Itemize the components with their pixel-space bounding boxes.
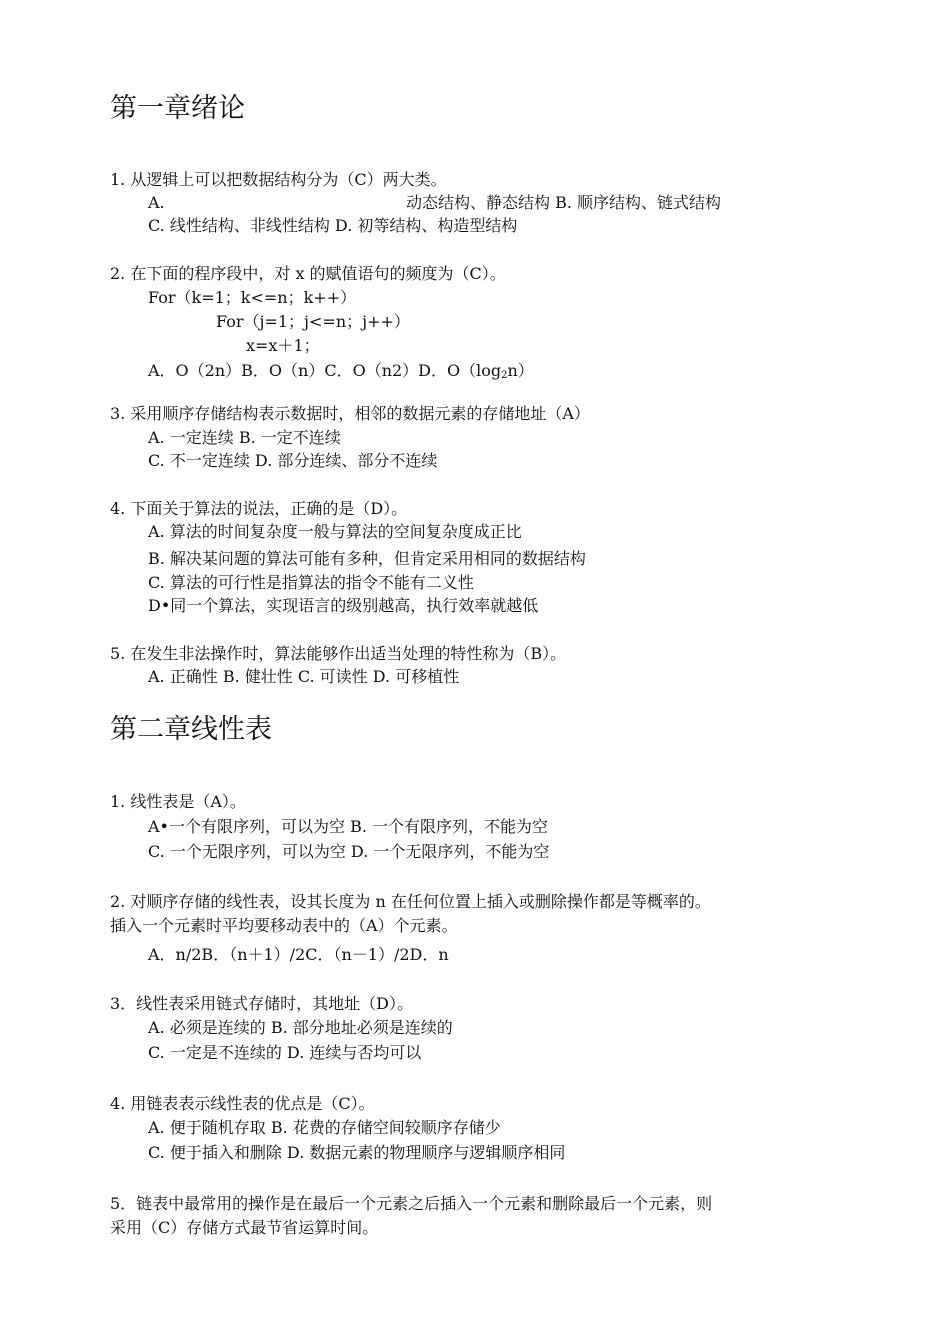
- ch1-q2-options-pre: A．O（2n）B．O（n）C．O（n2）D．O（log: [148, 361, 502, 380]
- ch1-q4-option-c: C. 算法的可行性是指算法的指令不能有二义性: [148, 573, 474, 592]
- ch2-q5-stem-line1: 5．链表中最常用的操作是在最后一个元素之后插入一个元素和删除最后一个元素，则: [110, 1194, 713, 1213]
- ch2-q4-stem: 4. 用链表表示线性表的优点是（C）。: [110, 1094, 375, 1113]
- ch1-q4-option-d: D•同一个算法，实现语言的级别越高，执行效率就越低: [148, 596, 539, 615]
- ch2-q2-stem-line2: 插入一个元素时平均要移动表中的（A）个元素。: [110, 916, 458, 935]
- ch1-q2-options-post: n）: [507, 361, 534, 380]
- ch1-q5-options: A. 正确性 B. 健壮性 C. 可读性 D. 可移植性: [148, 667, 460, 686]
- ch2-q4-options-line1: A. 便于随机存取 B. 花费的存储空间较顺序存储少: [148, 1118, 501, 1137]
- chapter-1-title: 第一章绪论: [110, 93, 245, 124]
- ch2-q1-stem: 1. 线性表是（A）。: [110, 792, 246, 811]
- ch1-q1-option-a-label: A.: [148, 193, 165, 212]
- ch1-q3-options-line2: C. 不一定连续 D. 部分连续、部分不连续: [148, 451, 438, 470]
- ch1-q2-code-line2: For（j=1；j<=n；j++）: [216, 312, 410, 331]
- ch1-q4-option-a: A. 算法的时间复杂度一般与算法的空间复杂度成正比: [148, 522, 522, 541]
- ch1-q4-stem: 4. 下面关于算法的说法，正确的是（D）。: [110, 499, 408, 518]
- ch2-q3-options-line2: C. 一定是不连续的 D. 连续与否均可以: [148, 1043, 422, 1062]
- ch2-q3-options-line1: A. 必须是连续的 B. 部分地址必须是连续的: [148, 1018, 453, 1037]
- ch2-q4-options-line2: C. 便于插入和删除 D. 数据元素的物理顺序与逻辑顺序相同: [148, 1143, 566, 1162]
- ch1-q2-code-line3: x=x＋1；: [246, 336, 320, 355]
- ch1-q4-option-b: B. 解决某问题的算法可能有多种，但肯定采用相同的数据结构: [148, 549, 586, 568]
- chapter-2-title: 第二章线性表: [110, 714, 272, 745]
- ch1-q5-stem: 5. 在发生非法操作时，算法能够作出适当处理的特性称为（B）。: [110, 644, 567, 663]
- ch1-q3-stem: 3. 采用顺序存储结构表示数据时，相邻的数据元素的存储地址（A）: [110, 404, 590, 423]
- ch1-q1-stem: 1. 从逻辑上可以把数据结构分为（C）两大类。: [110, 170, 447, 189]
- ch1-q2-options-sub: 2: [501, 370, 508, 381]
- ch1-q2-code-line1: For（k=1；k<=n；k++）: [148, 288, 357, 307]
- ch2-q1-options-line1: A•一个有限序列，可以为空 B. 一个有限序列，不能为空: [148, 817, 549, 836]
- ch1-q2-stem: 2. 在下面的程序段中，对 x 的赋值语句的频度为（C）。: [110, 264, 506, 283]
- ch2-q3-stem: 3．线性表采用链式存储时，其地址（D）。: [110, 994, 414, 1013]
- ch1-q2-options: [148, 361, 534, 386]
- ch2-q5-stem-line2: 采用（C）存储方式最节省运算时间。: [110, 1218, 379, 1237]
- ch1-q3-options-line1: A. 一定连续 B. 一定不连续: [148, 428, 341, 447]
- ch2-q1-options-line2: C. 一个无限序列，可以为空 D. 一个无限序列，不能为空: [148, 842, 550, 861]
- ch2-q2-stem-line1: 2. 对顺序存储的线性表，设其长度为 n 在任何位置上插入或删除操作都是等概率的。: [110, 892, 711, 911]
- ch2-q2-options: A．n/2B．（n＋1）/2C．（n－1）/2D．n: [148, 945, 449, 964]
- ch1-q1-options-line1: 动态结构、静态结构 B. 顺序结构、链式结构: [406, 193, 722, 212]
- ch1-q1-options-line2: C. 线性结构、非线性结构 D. 初等结构、构造型结构: [148, 216, 518, 235]
